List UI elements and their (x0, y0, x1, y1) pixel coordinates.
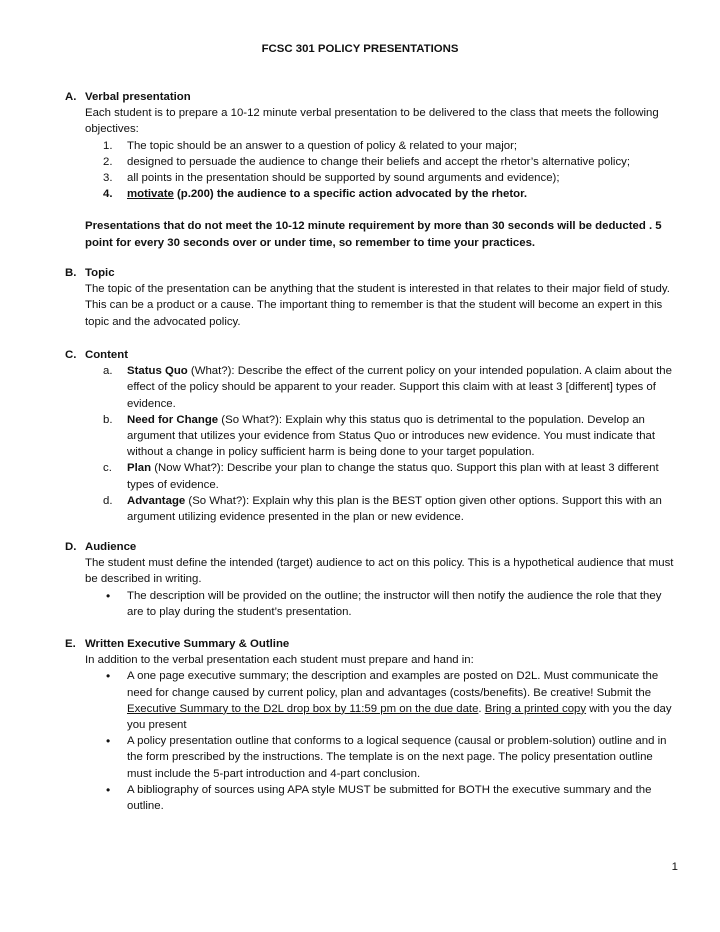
list-marker: c. (103, 462, 112, 475)
section-title: Topic (85, 267, 115, 279)
list-item (85, 493, 677, 525)
document-title: FCSC 301 POLICY PRESENTATIONS (261, 43, 459, 55)
list-marker: 4. (103, 188, 113, 201)
section-written-summary (65, 636, 677, 814)
bullet-icon: • (106, 588, 111, 603)
bullet-icon: • (106, 734, 111, 749)
section-title: Audience (85, 541, 137, 553)
list-item-text: (What?): Describe the effect of the current policy on your intended population. A claim about the effect of the policy should be apparent to your reader. Support this claim with at least 3 [different] types of evidence. (127, 365, 672, 410)
section-content (65, 347, 677, 525)
list-item-term: Need for Change (127, 413, 219, 426)
printed-copy-instruction: Bring a printed copy (484, 702, 587, 715)
section-text: The student must define the intended (target) audience to act on this policy. This is a hypothetical audience that must be described in writing. (85, 557, 674, 586)
objectives-list (65, 138, 677, 203)
list-item-text: (p.200) the audience to a specific action advocated by the rhetor. (173, 188, 528, 201)
time-penalty-note: Presentations that do not meet the 10-12 minute requirement by more than 30 seconds will be deducted . 5 point for every 30 seconds over or under time, so remember to time your practices. (85, 220, 662, 249)
section-heading (65, 89, 677, 105)
section-heading (65, 636, 677, 652)
list-item (85, 154, 677, 170)
section-audience (65, 539, 677, 620)
section-intro: In addition to the verbal presentation each student must prepare and hand in: (85, 654, 474, 667)
list-marker: 1. (103, 139, 113, 152)
page-number: 1 (671, 861, 678, 873)
list-item-text: with you the day you present (127, 702, 672, 731)
bullet-icon: • (106, 669, 111, 684)
section-title: Verbal presentation (85, 91, 191, 103)
section-text: The topic of the presentation can be anything that the student is interested in that relates to their major field of study. This can be a product or a cause. The important thing to remember is that the student will become an expert in this topic and the advocated policy. (85, 283, 670, 328)
list-item-text: (So What?): Explain why this status quo is detrimental to the population. Develop an argument that utilizes your evidence from Status Quo or introduces new evidence. You must indicate that without a change in policy sufficient harm is being done to your target population. (127, 413, 656, 459)
section-title: Written Executive Summary & Outline (85, 638, 290, 650)
section-heading (65, 265, 677, 281)
list-marker: b. (103, 413, 113, 426)
list-item-term: Status Quo (127, 365, 188, 378)
list-item (85, 363, 677, 412)
section-topic (65, 265, 677, 330)
list-marker: 3. (103, 172, 113, 184)
list-item-text: . (478, 702, 485, 715)
list-item (85, 186, 677, 202)
section-title: Content (85, 349, 129, 361)
deliverables-list (65, 668, 677, 814)
list-item-text: A bibliography of sources using APA style MUST be submitted for BOTH the executive summary and the outline. (127, 783, 652, 813)
list-item-text: A one page executive summary; the description and examples are posted on D2L. Must communicate the need for change caused by current policy, plan and advantages (costs/benefits). Be creative! Submit the (127, 670, 659, 699)
section-verbal-presentation (65, 89, 677, 251)
list-item (85, 782, 677, 814)
section-letter: E. (65, 638, 76, 650)
list-item-text: The description will be provided on the outline; the instructor will then notify the audience the role that they are to play during the student’s presentation. (127, 589, 662, 618)
section-heading (65, 347, 677, 363)
list-item (85, 733, 677, 782)
list-item (85, 460, 677, 492)
list-item-text: all points in the presentation should be supported by sound arguments and evidence); (127, 172, 560, 184)
list-marker: a. (103, 365, 113, 378)
list-item (85, 170, 677, 186)
section-letter: C. (65, 349, 77, 361)
content-list (65, 363, 677, 525)
submission-instruction: Executive Summary to the D2L drop box by 11:59 pm on the due date (127, 702, 479, 715)
list-item (85, 412, 677, 461)
list-item-term: Advantage (127, 494, 186, 507)
list-item-text: The topic should be an answer to a question of policy & related to your major; (127, 139, 518, 152)
bullet-icon: • (106, 782, 111, 797)
section-letter: B. (65, 267, 77, 279)
section-intro: Each student is to prepare a 10-12 minute verbal presentation to be delivered to the class that meets the following objectives: (85, 107, 659, 136)
list-marker: 2. (103, 155, 113, 168)
list-item-text: A policy presentation outline that conforms to a logical sequence (causal or problem-solution) outline and in the form prescribed by the instructions. The template is on the next page. The policy presentation outline must include the 5-part introduction and 4-part conclusion. (127, 735, 667, 780)
list-item-text: (Now What?): Describe your plan to change the status quo. Support this plan with at least 3 different types of evidence. (127, 462, 659, 491)
section-heading (65, 539, 677, 555)
section-letter: A. (65, 91, 77, 103)
list-item-term: motivate (127, 188, 174, 201)
list-item (85, 668, 677, 733)
list-item-term: Plan (127, 462, 152, 475)
list-item-text: designed to persuade the audience to change their beliefs and accept the rhetor’s alternative policy; (127, 155, 631, 168)
section-letter: D. (65, 541, 77, 553)
list-item (85, 138, 677, 154)
audience-bullets (65, 588, 677, 620)
list-item (85, 588, 677, 620)
list-item-text: (So What?): Explain why this plan is the BEST option given other options. Support this with an argument utilizing evidence presented in the plan or new evidence. (127, 494, 662, 524)
list-marker: d. (103, 494, 113, 507)
